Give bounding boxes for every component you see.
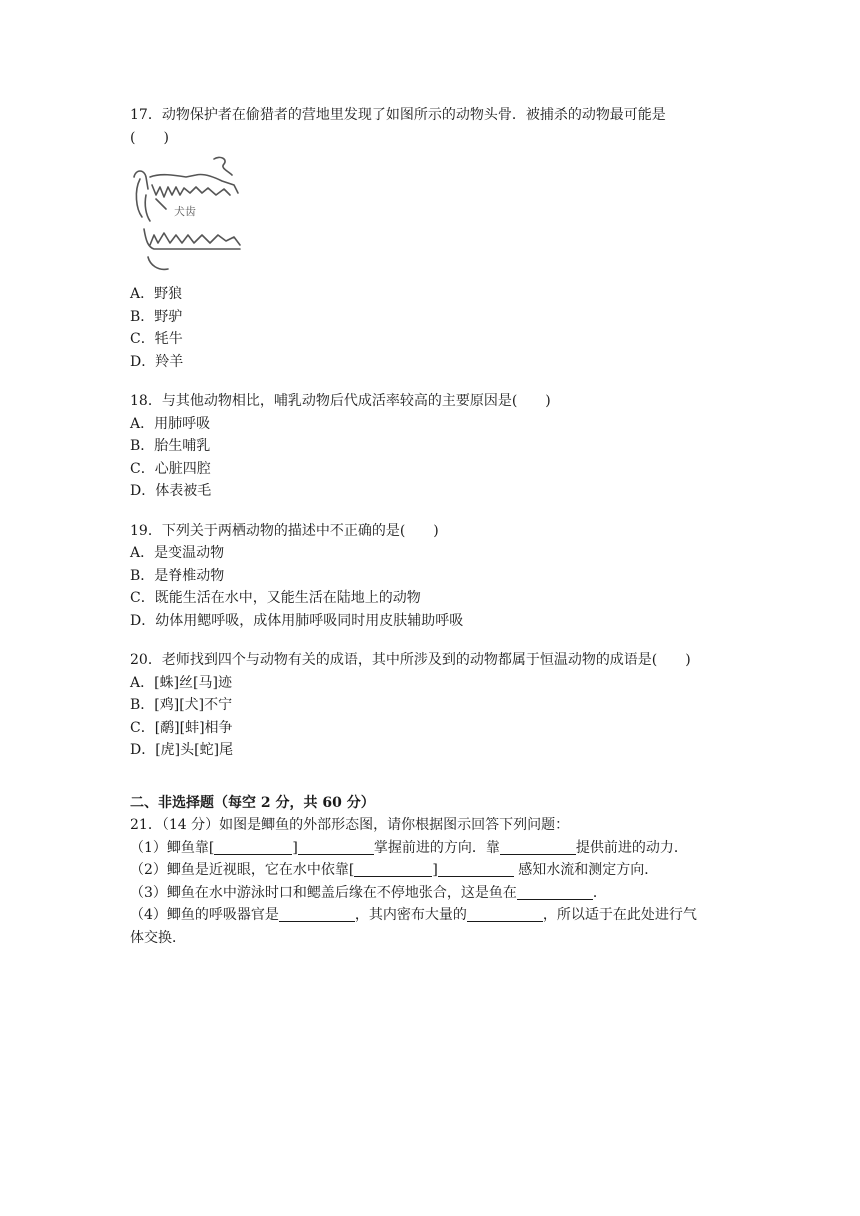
option-b: B．[鸡][犬]不宁 [130, 697, 233, 713]
answer-blank[interactable] [500, 839, 576, 855]
option-a: A．野狼 [130, 286, 183, 302]
skull-jaw-figure [130, 155, 260, 273]
section-title: 二、非选择题（每空 2 分，共 60 分） [130, 794, 375, 811]
answer-blank[interactable] [354, 861, 432, 877]
option-b: B．野驴 [130, 308, 183, 325]
text: ，其内密布大量的 [354, 907, 467, 923]
option-b: B．是脊椎动物 [130, 567, 225, 584]
text: （3）鲫鱼在水中游泳时口和鳃盖后缘在不停地张合，这是鱼在 [130, 884, 517, 901]
q21-part-2 [130, 859, 740, 882]
text: ] [292, 839, 298, 856]
option-a: A．用肺呼吸 [130, 415, 211, 432]
option-c: C．心脏四腔 [130, 460, 211, 477]
answer-blank[interactable] [438, 861, 514, 877]
text: 提供前进的动力． [575, 839, 688, 856]
text: （2）鲫鱼是近视眼，它在水中依靠[ [130, 862, 355, 878]
text: ． [592, 884, 607, 901]
question-stem: 19．下列关于两栖动物的描述中不正确的是( ) [130, 522, 439, 539]
question-stem: 18．与其他动物相比，哺乳动物后代成活率较高的主要原因是( ) [130, 393, 551, 409]
text: 感知水流和测定方向． [513, 862, 659, 878]
question-21-stem: 21．（14 分）如图是鲫鱼的外部形态图，请你根据图示回答下列问题： [130, 817, 570, 833]
text: ，所以适于在此处进行气 [542, 907, 697, 923]
upper-teeth [152, 185, 230, 197]
q21-part-1 [130, 837, 740, 860]
option-d: D．体表被毛 [130, 483, 212, 499]
answer-blank[interactable] [298, 839, 374, 855]
text: 掌握前进的方向．靠 [373, 839, 500, 856]
q21-part-4-cont: 体交换． [130, 929, 186, 946]
question-18 [130, 390, 740, 503]
question-stem: 17．动物保护者在偷猎者的营地里发现了如图所示的动物头骨．被捕杀的动物最可能是 [130, 107, 666, 123]
answer-blank[interactable] [279, 906, 355, 922]
jaw-bottom-curve [148, 257, 168, 269]
question-17 [130, 104, 740, 373]
option-b: B．胎生哺乳 [130, 438, 211, 454]
answer-blank[interactable] [517, 884, 593, 900]
option-d: D．[虎]头[蛇]尾 [130, 742, 234, 758]
option-d: D．羚羊 [130, 353, 184, 370]
question-stem-cont: ( ) [130, 129, 169, 146]
question-19 [130, 520, 740, 633]
figure-label-canine: 犬齿 [174, 205, 196, 218]
option-c: C．牦牛 [130, 331, 183, 347]
q21-part-4 [130, 904, 740, 927]
text: （1）鲫鱼靠[ [130, 839, 215, 856]
option-c: C．既能生活在水中，又能生活在陆地上的动物 [130, 590, 421, 606]
option-a: A．[蛛]丝[马]迹 [130, 674, 232, 691]
exam-page [130, 104, 740, 949]
skull-top-curve [214, 157, 232, 175]
answer-blank[interactable] [467, 906, 543, 922]
question-stem: 20．老师找到四个与动物有关的成语，其中所涉及到的动物都属于恒温动物的成语是( ) [130, 652, 691, 668]
q21-part-3 [130, 882, 740, 905]
canine-pointer [156, 199, 166, 209]
lower-teeth [150, 233, 240, 245]
text: ] [432, 862, 438, 878]
question-20 [130, 649, 740, 762]
text: （4）鲫鱼的呼吸器官是 [130, 907, 279, 923]
option-a: A．是变温动物 [130, 545, 225, 561]
option-c: C．[鹬][蚌]相争 [130, 719, 233, 736]
answer-blank[interactable] [214, 839, 292, 855]
option-d: D．幼体用鳃呼吸，成体用肺呼吸同时用皮肤辅助呼吸 [130, 612, 464, 629]
